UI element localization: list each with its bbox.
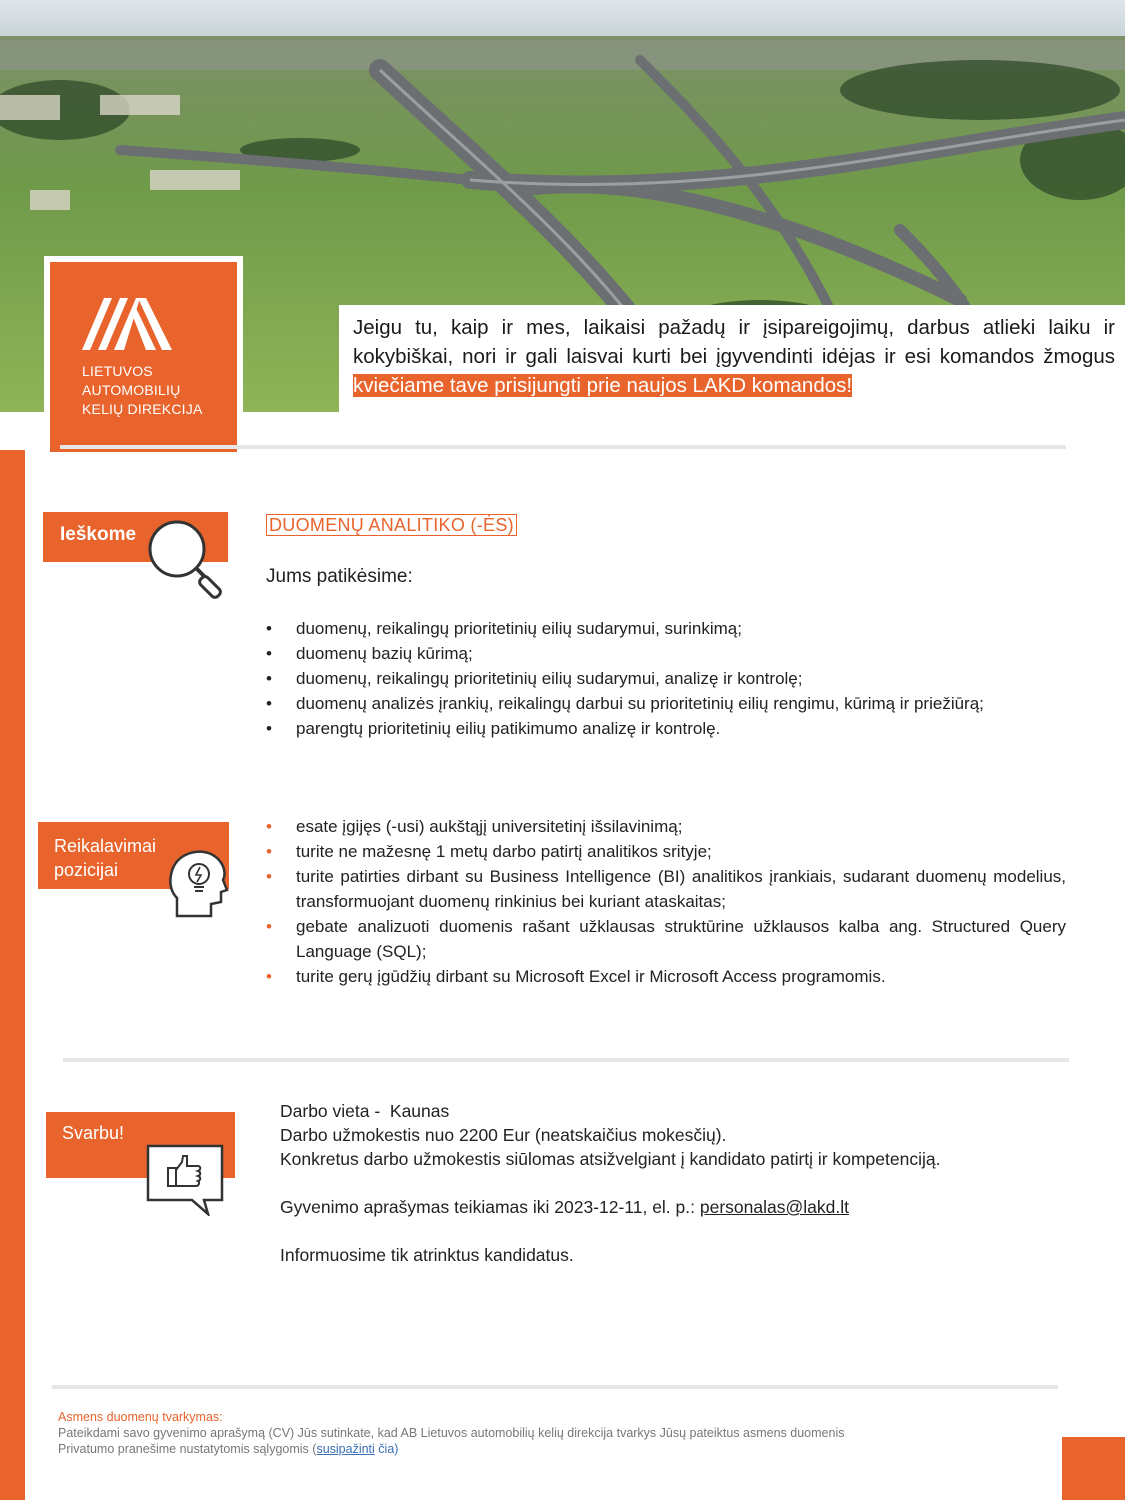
job-title-wrap: [266, 515, 517, 536]
intro-highlight: kviečiame tave prisijungti prie naujos LAKD komandos!: [353, 374, 853, 397]
intro-text: [353, 313, 1115, 400]
top-divider: [60, 445, 1066, 449]
list-item: • parengtų prioritetinių eilių patikimumo analizę ir kontrolę.: [266, 719, 721, 738]
cv-deadline: [280, 1195, 940, 1219]
lakd-logo: [44, 256, 243, 452]
cv-deadline-text: Gyvenimo aprašymas teikiamas iki 2023-12-11, el. p.:: [280, 1197, 700, 1217]
work-location: Darbo vieta - Kaunas: [280, 1101, 450, 1121]
requirements-tag-line2: pozicijai: [54, 860, 119, 880]
logo-line3: KELIŲ DIREKCIJA: [82, 401, 203, 417]
list-item: • duomenų analizės įrankių, reikalingų darbui su prioritetinių eilių rengimu, kūrimą ir priežiūrą;: [266, 694, 984, 713]
head-lightbulb-icon: [167, 848, 229, 918]
privacy-heading: Asmens duomenų tvarkymas:: [58, 1410, 223, 1424]
job-title: DUOMENŲ ANALITIKO (-ĖS): [266, 514, 517, 536]
important-tag-label: Svarbu!: [62, 1123, 125, 1143]
list-item: • esate įgijęs (-usi) aukštąjį universitetinį išsilavinimą;: [266, 817, 683, 836]
privacy-line2: [58, 1441, 1022, 1457]
duties-list: [266, 616, 1066, 741]
magnifier-icon: [147, 519, 229, 599]
intro-body: Jeigu tu, kaip ir mes, laikaisi pažadų ir įsipareigojimų, darbus atlieki laiku ir kokybiškai, nori ir gali laisvai kurti bei įgyvendinti idėjas ir esi komandos žmogus: [353, 316, 1115, 368]
salary-note: Konkretus darbo užmokestis siūlomas atsižvelgiant į kandidato patirtį ir kompetenciją.: [280, 1149, 941, 1169]
seeking-tag-label: Ieškome: [60, 524, 137, 545]
list-item: • duomenų bazių kūrimą;: [266, 644, 473, 663]
lakd-logo-mark: [82, 296, 172, 352]
duties-heading: Jums patikėsime:: [266, 566, 413, 587]
middle-divider: [63, 1058, 1069, 1062]
list-item: • duomenų, reikalingų prioritetinių eilių sudarymui, analizę ir kontrolę;: [266, 669, 803, 688]
privacy-line2-text: Privatumo pranešime nustatytomis sąlygomis (: [58, 1442, 317, 1456]
salary: Darbo užmokestis nuo 2200 Eur (neatskaičius mokesčių).: [280, 1125, 727, 1145]
left-accent-stripe: [0, 450, 25, 1500]
candidate-notice: Informuosime tik atrinktus kandidatus.: [280, 1245, 574, 1265]
corner-accent-block: [1062, 1437, 1125, 1500]
email-link[interactable]: personalas@lakd.lt: [699, 1197, 849, 1217]
bottom-divider: [52, 1385, 1058, 1389]
list-item: • turite gerų įgūdžių dirbant su Microsoft Excel ir Microsoft Access programomis.: [266, 967, 886, 986]
list-item: • duomenų, reikalingų prioritetinių eilių sudarymui, surinkimą;: [266, 619, 742, 638]
intro-panel: [339, 305, 1125, 445]
privacy-link[interactable]: susipažinti: [316, 1442, 375, 1456]
list-item: • turite patirties dirbant su Business Intelligence (BI) analitikos įrankiais, sudarant duomenų modelius, transformuojant duomenų rinkinius bei kuriant ataskaitas;: [266, 867, 1066, 911]
list-item: • turite ne mažesnę 1 metų darbo patirtį analitikos srityje;: [266, 842, 712, 861]
thumbs-up-speech-icon: [146, 1144, 226, 1216]
list-item: • gebate analizuoti duomenis rašant užklausas struktūrine užklausos kalba ang. Structured Query Language (SQL);: [266, 917, 1066, 961]
requirements-tag-line1: Reikalavimai: [54, 836, 157, 856]
privacy-line1: Pateikdami savo gyvenimo aprašymą (CV) Jūs sutinkate, kad AB Lietuvos automobilių kelių direkcija tvarkys Jūsų pateiktus asmens duomenis: [58, 1426, 845, 1440]
logo-line2: AUTOMOBILIŲ: [82, 382, 181, 398]
privacy-notice: [58, 1409, 1022, 1457]
important-info: [280, 1099, 940, 1267]
privacy-link-tail: čia): [374, 1442, 399, 1456]
logo-line1: LIETUVOS: [82, 363, 153, 379]
requirements-list: [266, 814, 1066, 989]
